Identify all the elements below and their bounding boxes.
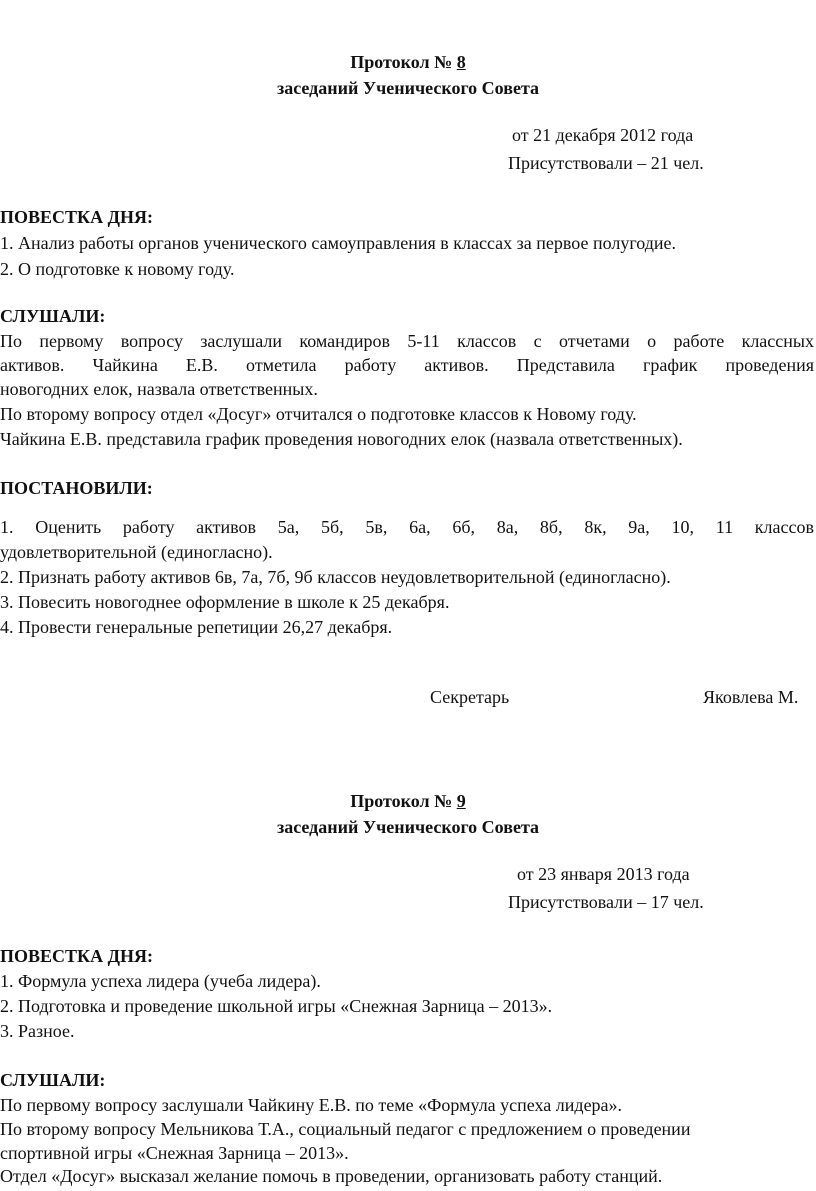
agenda-item: 1. Формула успеха лидера (учеба лидера).	[0, 971, 321, 991]
heard-line: новогодних елок, назвала ответственных.	[0, 379, 318, 399]
heard-heading: СЛУШАЛИ:	[0, 1070, 106, 1090]
resolved-line: 1. Оценить работу активов 5а, 5б, 5в, 6а, 6б, 8а, 8б, 8к, 9а, 10, 11 классов	[0, 517, 814, 537]
agenda-item: 1. Анализ работы органов ученического самоуправления в классах за первое полугодие.	[0, 233, 677, 253]
agenda-item: 2. Подготовка и проведение школьной игры «Снежная Зарница – 2013».	[0, 996, 553, 1016]
heard-line: По второму вопросу отдел «Досуг» отчитался о подготовке классов к Новому году.	[0, 404, 637, 424]
agenda-heading: ПОВЕСТКА ДНЯ:	[0, 946, 153, 966]
protocol-subtitle: заседаний Ученического Совета	[276, 817, 540, 837]
heard-line: Чайкина Е.В. представила график проведения новогодних елок (назвала ответственных).	[0, 429, 683, 449]
agenda-item: 2. О подготовке к новому году.	[0, 259, 235, 279]
heard-line: Отдел «Досуг» высказал желание помочь в проведении, организовать работу станций.	[0, 1166, 663, 1186]
resolved-line: удовлетворительной (единогласно).	[0, 542, 273, 562]
protocol-title	[0, 52, 816, 73]
attendance: Присутствовали – 21 чел.	[508, 153, 704, 173]
protocol-title	[0, 791, 816, 812]
heard-line: спортивной игры «Снежная Зарница – 2013».	[0, 1143, 349, 1163]
protocol-number: 8	[456, 52, 466, 72]
heard-line: По первому вопросу заслушали Чайкину Е.В. по теме «Формула успеха лидера».	[0, 1095, 623, 1115]
heard-line: активов. Чайкина Е.В. отметила работу активов. Представила график проведения	[0, 355, 814, 375]
meeting-date: от 23 января 2013 года	[517, 864, 690, 884]
agenda-heading: ПОВЕСТКА ДНЯ:	[0, 207, 153, 227]
protocol-title-prefix: Протокол №	[350, 52, 457, 72]
heard-line: По первому вопросу заслушали командиров 5-11 классов с отчетами о работе классных	[0, 331, 814, 351]
secretary-label: Секретарь	[430, 687, 510, 707]
heard-heading: СЛУШАЛИ:	[0, 306, 106, 326]
resolved-heading: ПОСТАНОВИЛИ:	[0, 478, 153, 498]
protocol-number: 9	[456, 791, 466, 811]
resolved-line: 4. Провести генеральные репетиции 26,27 декабря.	[0, 617, 393, 637]
protocol-subtitle: заседаний Ученического Совета	[276, 78, 540, 98]
resolved-line: 2. Признать работу активов 6в, 7а, 7б, 9б классов неудовлетворительной (единогласно).	[0, 567, 671, 587]
agenda-item: 3. Разное.	[0, 1021, 75, 1041]
meeting-date: от 21 декабря 2012 года	[512, 125, 694, 145]
protocol-title-prefix: Протокол №	[350, 791, 457, 811]
attendance: Присутствовали – 17 чел.	[508, 892, 704, 912]
secretary-name: Яковлева М.	[703, 687, 799, 707]
heard-line: По второму вопросу Мельникова Т.А., социальный педагог с предложением о проведении	[0, 1119, 691, 1139]
resolved-line: 3. Повесить новогоднее оформление в школе к 25 декабря.	[0, 592, 450, 612]
